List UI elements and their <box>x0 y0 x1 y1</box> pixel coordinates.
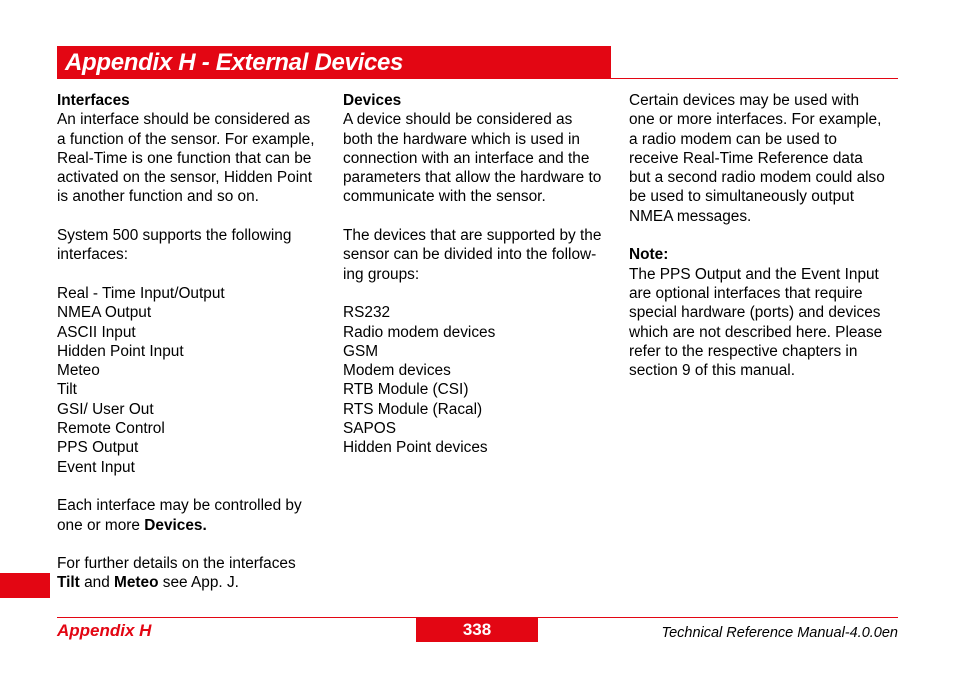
interface-item: NMEA Output <box>57 304 152 322</box>
page-number-badge <box>416 618 538 642</box>
device-group-item: Radio modem devices <box>343 323 496 341</box>
note-line: refer to the respective chapters in <box>629 342 858 360</box>
devices-support-line: sensor can be divided into the follow- <box>343 246 597 264</box>
title-bar <box>57 46 611 79</box>
device-group-item: RTS Module (Racal) <box>343 400 483 418</box>
details-text: and <box>79 574 115 592</box>
note-heading: Note: <box>629 246 669 264</box>
interface-item: ASCII Input <box>57 323 136 341</box>
control-line <box>57 516 332 535</box>
footer-manual-title: Technical Reference Manual-4.0.0en <box>661 625 898 641</box>
interface-item: Remote Control <box>57 420 165 438</box>
support-line: System 500 supports the following <box>57 227 292 245</box>
control-line: Each interface may be controlled by <box>57 497 302 515</box>
usage-line: one or more interfaces. For example, <box>629 111 882 129</box>
interfaces-heading: Interfaces <box>57 92 130 109</box>
tilt-term: Tilt <box>57 574 80 592</box>
note-line: The PPS Output and the Event Input <box>629 265 879 283</box>
devices-intro-line: communicate with the sensor. <box>343 188 546 206</box>
devices-intro-line: A device should be considered as <box>343 111 573 129</box>
devices-support-line: The devices that are supported by the <box>343 227 602 245</box>
interfaces-column <box>57 91 332 593</box>
devices-term: Devices. <box>144 516 207 534</box>
devices-intro-line: parameters that allow the hardware to <box>343 169 602 187</box>
interfaces-intro-line: An interface should be considered as <box>57 111 311 129</box>
usage-line: but a second radio modem could also <box>629 169 885 187</box>
footer-section-label: Appendix H <box>57 621 152 640</box>
usage-line: NMEA messages. <box>629 207 752 225</box>
usage-line: receive Real-Time Reference data <box>629 149 863 167</box>
title-rule <box>611 78 898 79</box>
devices-intro-line: both the hardware which is used in <box>343 130 580 148</box>
side-tab-marker <box>0 573 50 598</box>
interfaces-intro-line: activated on the sensor, Hidden Point <box>57 169 312 187</box>
notes-column <box>629 91 904 380</box>
device-group-item: Hidden Point devices <box>343 439 488 457</box>
devices-support-line: ing groups: <box>343 265 420 283</box>
details-text: see App. J. <box>158 574 239 592</box>
interface-item: Hidden Point Input <box>57 342 184 360</box>
control-text: one or more <box>57 516 145 534</box>
interfaces-intro-line: is another function and so on. <box>57 188 259 206</box>
interfaces-intro-line: Real-Time is one function that can be <box>57 149 312 167</box>
device-group-item: Modem devices <box>343 362 451 380</box>
interface-item: Tilt <box>57 381 77 399</box>
support-line: interfaces: <box>57 246 129 264</box>
interface-item: Meteo <box>57 362 100 380</box>
page-title: Appendix H - External Devices <box>65 49 404 76</box>
note-line: section 9 of this manual. <box>629 362 795 380</box>
interface-item: GSI/ User Out <box>57 400 154 418</box>
device-group-item: SAPOS <box>343 420 397 438</box>
devices-heading: Devices <box>343 92 402 109</box>
note-line: special hardware (ports) and devices <box>629 304 881 322</box>
devices-column <box>343 91 618 458</box>
usage-line: Certain devices may be used with <box>629 92 860 109</box>
interface-item: Event Input <box>57 458 135 476</box>
details-line <box>57 573 332 592</box>
meteo-term: Meteo <box>114 574 159 592</box>
interface-item: Real - Time Input/Output <box>57 284 225 302</box>
interface-item: PPS Output <box>57 439 139 457</box>
note-line: are optional interfaces that require <box>629 284 863 302</box>
usage-line: a radio modem can be used to <box>629 130 837 148</box>
note-line: which are not described here. Please <box>629 323 883 341</box>
device-group-item: GSM <box>343 342 379 360</box>
device-group-item: RS232 <box>343 304 391 322</box>
usage-line: be used to simultaneously output <box>629 188 855 206</box>
details-line: For further details on the interfaces <box>57 555 296 573</box>
devices-intro-line: connection with an interface and the <box>343 149 590 167</box>
page-number: 338 <box>462 620 492 639</box>
device-group-item: RTB Module (CSI) <box>343 381 469 399</box>
interfaces-intro-line: a function of the sensor. For example, <box>57 130 315 148</box>
